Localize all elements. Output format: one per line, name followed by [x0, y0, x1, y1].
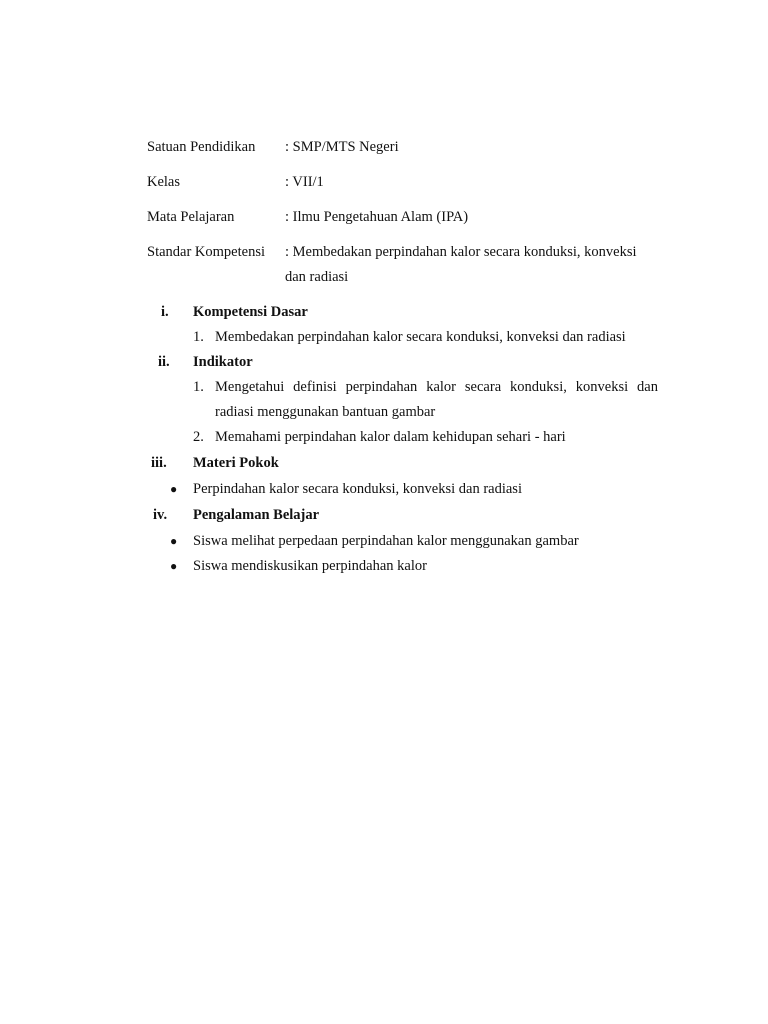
- bullet-text: Perpindahan kalor secara konduksi, konveksi dan radiasi: [193, 481, 522, 497]
- item-number: 1.: [193, 329, 204, 345]
- section-number: iii.: [151, 455, 167, 471]
- item-number: 1.: [193, 379, 204, 395]
- item-text: Memahami perpindahan kalor dalam kehidupan sehari - hari: [215, 429, 566, 445]
- info-value: : VII/1: [285, 174, 324, 190]
- bullet-icon: ●: [170, 534, 178, 548]
- info-value: : Membedakan perpindahan kalor secara konduksi, konveksi: [285, 244, 637, 260]
- info-label: Standar Kompetensi: [147, 244, 265, 260]
- section-number: iv.: [153, 507, 168, 523]
- section-number: ii.: [158, 354, 170, 370]
- info-label: Mata Pelajaran: [147, 209, 235, 225]
- section-number: i.: [161, 304, 169, 320]
- item-number: 2.: [193, 429, 204, 445]
- bullet-icon: ●: [170, 482, 178, 496]
- bullet-text: Siswa melihat perpedaan perpindahan kalor menggunakan gambar: [193, 533, 579, 549]
- info-label: Kelas: [147, 174, 181, 190]
- info-label: Satuan Pendidikan: [147, 139, 256, 155]
- item-text: Membedakan perpindahan kalor secara konduksi, konveksi dan radiasi: [215, 329, 626, 345]
- item-text: Mengetahui definisi perpindahan kalor secara konduksi, konveksi dan: [215, 379, 658, 395]
- item-text-continuation: radiasi menggunakan bantuan gambar: [215, 404, 436, 420]
- section-title: Kompetensi Dasar: [193, 304, 308, 320]
- info-value-continuation: dan radiasi: [285, 269, 349, 285]
- info-value: : Ilmu Pengetahuan Alam (IPA): [285, 209, 469, 225]
- section-title: Indikator: [193, 354, 253, 370]
- info-value: : SMP/MTS Negeri: [285, 139, 399, 155]
- section-title: Materi Pokok: [193, 455, 279, 471]
- bullet-text: Siswa mendiskusikan perpindahan kalor: [193, 558, 427, 574]
- section-title: Pengalaman Belajar: [193, 507, 320, 523]
- bullet-icon: ●: [170, 559, 178, 573]
